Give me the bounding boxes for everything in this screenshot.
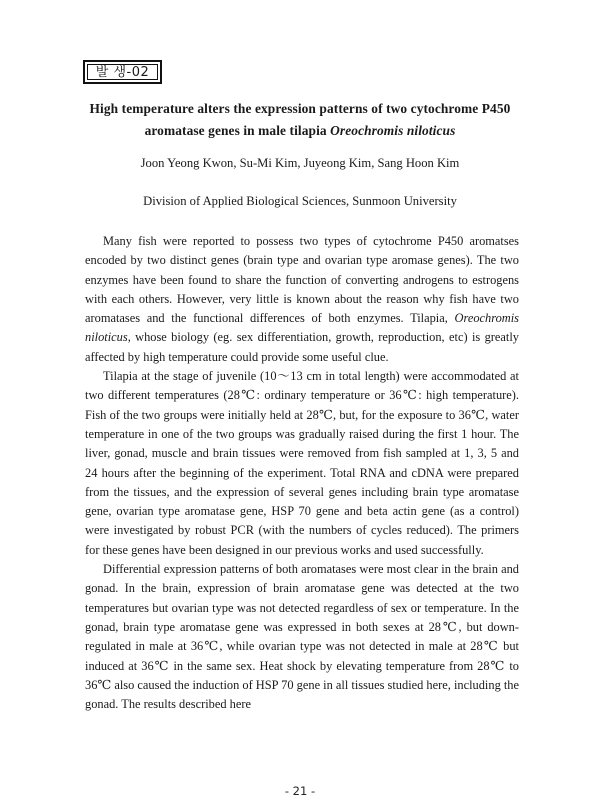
paragraph-1-text-b: , whose biology (eg. sex differentiation, growth, reproduction, etc) is greatly affected by high temperature could provide some useful clue. (85, 330, 519, 364)
section-tag (83, 60, 162, 84)
section-tag-label: 발 생-02 (87, 64, 158, 80)
page-number: - 21 - (284, 784, 316, 798)
affiliation: Division of Applied Biological Sciences, Sunmoon University (143, 194, 457, 208)
paragraph-2: Tilapia at the stage of juvenile (10～13 cm in total length) were accommodated at two different temperatures (28℃: ordinary temperature or 36℃: high temperature). Fish of the two groups were initially held at 28℃, but, for the exposure to 36℃, water temperature in one of the two groups was gradually raised during the first 1 hour. The liver, gonad, muscle and brain tissues were removed from fish sampled at 1, 3, 5 and 24 hours after the beginning of the experiment. Total RNA and cDNA were prepared from the tissues, and the expression of several genes including brain type aromatase gene, ovarian type aromatase gene, HSP 70 gene and beta actin gene (as a control) were investigated by robust PCR (with the numbers of cycles reduced). The primers for these genes have been designed in our previous works and used successfully. (85, 369, 519, 557)
title-line-2: aromatase genes in male tilapia (144, 123, 331, 138)
authors: Joon Yeong Kwon, Su-Mi Kim, Juyeong Kim, Sang Hoon Kim (140, 156, 460, 170)
paragraph-1 (85, 232, 519, 367)
paragraph-1-species: Oreochromis niloticus (85, 311, 519, 345)
paragraph-3: Differential expression patterns of both aromatases were most clear in the brain and gonad. In the brain, expression of brain aromatase gene was detected at the two temperatures but ovarian type was not detected regardless of sex or temperature. In the gonad, brain type aromatase gene was expressed in both sexes at 28℃, but down-regulated in male at 36℃, while ovarian type was not detected in male at 28℃ but induced at 36℃ in the same sex. Heat shock by elevating temperature from 28℃ to 36℃ also caused the induction of HSP 70 gene in all tissues studied here, including the gonad. The results described here (85, 562, 519, 712)
title-line-1: High temperature alters the expression patterns of two cytochrome P450 (89, 101, 511, 116)
title-species: Oreochromis niloticus (330, 123, 456, 138)
abstract-body (85, 232, 519, 714)
paper-title (60, 98, 540, 142)
paragraph-1-text-a: Many fish were reported to possess two types of cytochrome P450 aromatses encoded by two distinct genes (brain type and ovarian type aromase genes). The two enzymes have been found to share the function of converting androgens to estrogens with each others. However, very little is known about the reason why fish have two aromatases and the functional differences of both enzymes. Tilapia, (85, 234, 519, 326)
